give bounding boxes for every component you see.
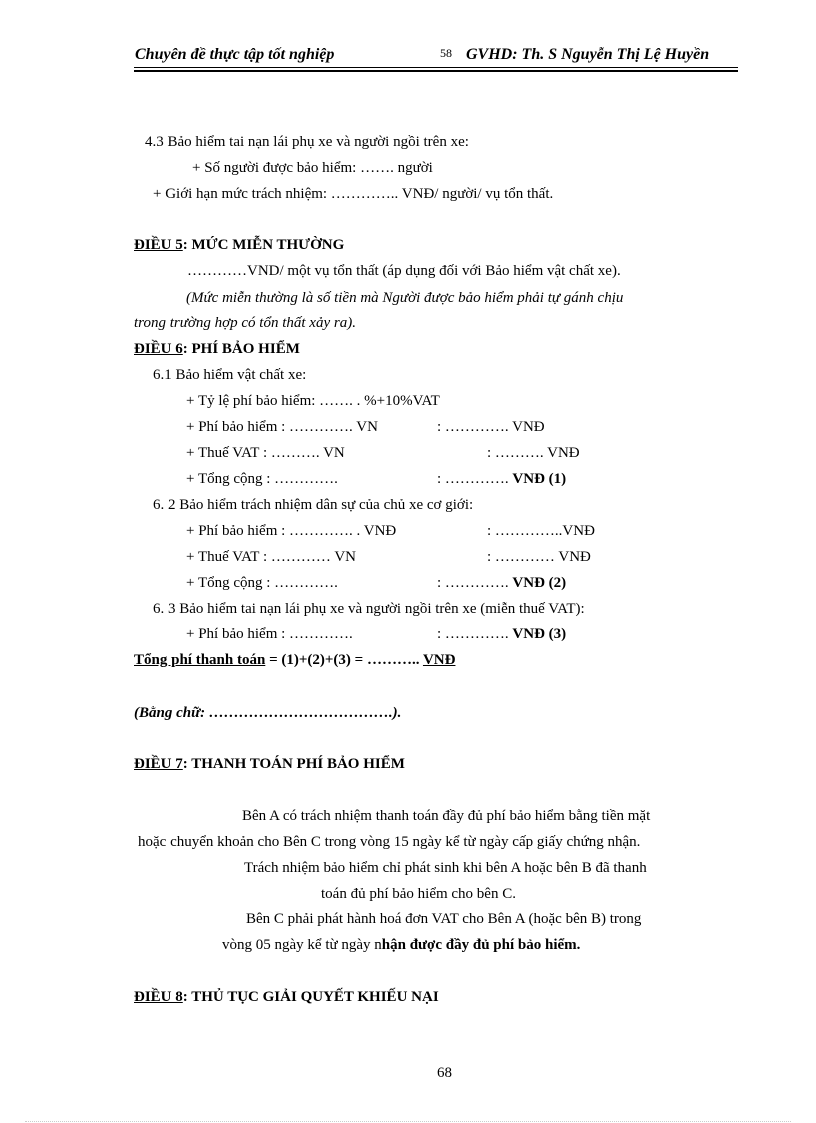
dieu6-6-3-fee-dots: : …………. xyxy=(437,626,513,642)
header-right: GVHD: Th. S Nguyễn Thị Lệ Huyền xyxy=(466,46,710,63)
dieu6-6-2-total-vnd: VNĐ (2) xyxy=(512,575,567,591)
dieu6-6-2-total-right xyxy=(437,575,566,592)
header-rule-top xyxy=(134,67,738,68)
dieu6-6-1-vat-left: + Thuế VAT : ………. VN xyxy=(186,445,345,461)
dieu6-6-2-vat-right: : ………… VNĐ xyxy=(487,549,591,565)
dieu6-6-2-fee-right: : …………..VNĐ xyxy=(487,523,595,539)
dieu6-total-formula: = (1)+(2)+(3) = ……….. xyxy=(265,652,423,668)
dieu6-total-label: Tổng phí thanh toán xyxy=(134,652,266,668)
dieu6-6-1-rate: + Tỷ lệ phí bảo hiểm: ……. . %+10%VAT xyxy=(186,393,440,409)
dieu6-total-line xyxy=(134,652,455,669)
dieu7-para5: Bên C phải phát hành hoá đơn VAT cho Bên A (hoặc bên B) trong xyxy=(246,911,642,927)
section-4-3-line2: + Giới hạn mức trách nhiệm: ………….. VNĐ/ người/ vụ tổn thất. xyxy=(153,186,554,202)
dieu6-6-2-total-dots: : …………. xyxy=(437,575,513,591)
dieu6-6-1-title: 6.1 Bảo hiểm vật chất xe: xyxy=(153,367,307,383)
dieu6-6-2-vat-left: + Thuế VAT : ………… VN xyxy=(186,549,357,565)
dieu7-label: ĐIỀU 7 xyxy=(134,756,183,772)
dieu7-title: : THANH TOÁN PHÍ BẢO HIỂM xyxy=(182,756,405,772)
section-4-3-title: 4.3 Bảo hiểm tai nạn lái phụ xe và người ngồi trên xe: xyxy=(145,134,469,150)
dieu6-6-1-total-vnd: VNĐ (1) xyxy=(512,471,567,487)
dieu6-6-3-fee-left: + Phí bảo hiểm : …………. xyxy=(186,626,353,642)
dieu6-6-2-title: 6. 2 Bảo hiểm trách nhiệm dân sự của chủ xe cơ giới: xyxy=(153,497,474,513)
dieu6-6-3-fee-vnd: VNĐ (3) xyxy=(512,626,567,642)
dieu5-heading xyxy=(134,237,344,254)
dieu7-heading xyxy=(134,756,405,773)
dieu6-heading xyxy=(134,341,300,358)
header-rule-bottom xyxy=(134,70,738,72)
dieu5-line1: …………VND/ một vụ tổn thất (áp dụng đối với Bảo hiểm vật chất xe). xyxy=(187,263,621,279)
dieu6-6-1-total-right xyxy=(437,471,566,488)
dieu7-para6-start: vòng 05 ngày kể từ ngày n xyxy=(222,937,382,953)
dieu6-title: : PHÍ BẢO HIỂM xyxy=(182,341,300,357)
dieu6-6-3-title: 6. 3 Bảo hiểm tai nạn lái phụ xe và người ngồi trên xe (miễn thuế VAT): xyxy=(153,601,585,617)
dieu5-title: : MỨC MIỄN THƯỜNG xyxy=(182,237,345,253)
dieu7-para2: hoặc chuyển khoản cho Bên C trong vòng 15 ngày kể từ ngày cấp giấy chứng nhận. xyxy=(138,834,641,850)
dieu7-para6-end: hận được đầy đủ phí bảo hiểm. xyxy=(381,937,581,953)
dieu6-6-1-fee-left: + Phí bảo hiểm : …………. VN xyxy=(186,419,378,435)
dieu5-line3: trong trường hợp có tổn thất xảy ra). xyxy=(134,315,356,331)
dieu6-6-1-fee-right: : …………. VNĐ xyxy=(437,419,545,435)
dieu8-label: ĐIỀU 8 xyxy=(134,989,183,1005)
dieu6-6-1-total-left: + Tổng cộng : …………. xyxy=(186,471,338,487)
dieu7-para3: Trách nhiệm bảo hiểm chỉ phát sinh khi bên A hoặc bên B đã thanh xyxy=(244,860,647,876)
dieu6-6-3-fee-right xyxy=(437,626,566,643)
dieu5-line2: (Mức miễn thường là số tiền mà Người được bảo hiểm phải tự gánh chịu xyxy=(186,290,624,306)
dieu8-heading xyxy=(134,989,439,1006)
dieu6-6-2-fee-left: + Phí bảo hiểm : …………. . VNĐ xyxy=(186,523,397,539)
header-left: Chuyên đề thực tập tốt nghiệp xyxy=(135,46,335,63)
dieu6-6-2-total-left: + Tổng cộng : …………. xyxy=(186,575,338,591)
dieu6-6-1-vat-right: : ………. VNĐ xyxy=(487,445,580,461)
dieu6-label: ĐIỀU 6 xyxy=(134,341,183,357)
dieu6-words: (Bằng chữ: ……………………………….). xyxy=(134,705,402,721)
dieu7-para4: toán đủ phí bảo hiểm cho bên C. xyxy=(321,886,516,902)
dieu6-total-vnd: VNĐ xyxy=(422,652,456,668)
dieu7-para6 xyxy=(222,937,580,954)
dieu5-label: ĐIỀU 5 xyxy=(134,237,183,253)
dieu6-6-1-total-dots: : …………. xyxy=(437,471,513,487)
header-page-small: 58 xyxy=(440,46,452,60)
footer-page-number: 68 xyxy=(437,1065,452,1081)
dieu8-title: : THỦ TỤC GIẢI QUYẾT KHIẾU NẠI xyxy=(182,989,439,1005)
section-4-3-line1: + Số người được bảo hiểm: ……. người xyxy=(192,160,433,176)
dieu7-para1: Bên A có trách nhiệm thanh toán đầy đủ phí bảo hiểm bằng tiền mặt xyxy=(242,808,651,824)
page-bottom-border xyxy=(25,1121,791,1122)
